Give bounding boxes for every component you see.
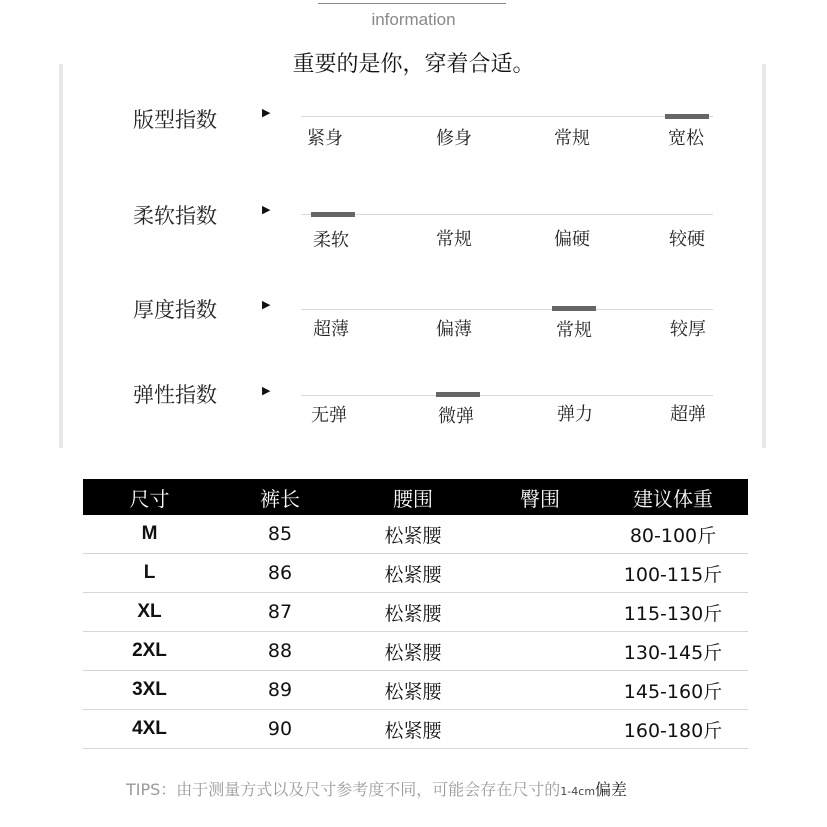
index-label: 版型指数 (133, 108, 217, 132)
selected-marker (311, 212, 355, 217)
option-label: 弹力 (557, 404, 593, 425)
tips-note (126, 777, 627, 800)
waist-cell: 松紧腰 (344, 671, 482, 710)
scale-line (301, 395, 713, 396)
option-label: 较厚 (670, 319, 706, 340)
header-weight: 建议体重 (598, 479, 748, 515)
left-frame-bar (59, 64, 63, 448)
option-label: 修身 (436, 128, 472, 149)
weight-cell: 130-145斤 (598, 632, 748, 671)
length-cell: 86 (216, 554, 344, 593)
index-label: 弹性指数 (133, 383, 217, 407)
size-cell: M (83, 515, 216, 554)
index-label: 厚度指数 (133, 298, 217, 322)
page-headline: 重要的是你，穿着合适。 (292, 52, 535, 77)
hip-cell (482, 515, 598, 554)
scale-line (301, 116, 713, 117)
hip-cell (482, 632, 598, 671)
option-label: 常规 (556, 320, 592, 341)
selected-marker (436, 392, 480, 397)
option-label: 微弹 (438, 406, 474, 427)
option-label: 偏硬 (554, 229, 590, 250)
header-hip: 臀围 (482, 479, 598, 515)
arrow-right-icon: ▶ (262, 298, 271, 311)
table-row (83, 515, 748, 554)
arrow-right-icon: ▶ (262, 384, 271, 397)
option-label: 无弹 (311, 405, 347, 426)
length-cell: 87 (216, 593, 344, 632)
length-cell: 88 (216, 632, 344, 671)
length-cell: 89 (216, 671, 344, 710)
option-label: 宽松 (668, 128, 704, 149)
option-label: 常规 (554, 128, 590, 149)
waist-cell: 松紧腰 (344, 515, 482, 554)
table-header-row (83, 479, 748, 515)
size-cell: 2XL (83, 632, 216, 671)
size-table (83, 479, 748, 749)
arrow-right-icon: ▶ (262, 203, 271, 216)
option-label: 常规 (436, 229, 472, 250)
option-label: 超薄 (313, 319, 349, 340)
table-row (83, 632, 748, 671)
table-row (83, 554, 748, 593)
waist-cell: 松紧腰 (344, 554, 482, 593)
size-cell: 3XL (83, 671, 216, 710)
weight-cell: 115-130斤 (598, 593, 748, 632)
hip-cell (482, 554, 598, 593)
scale-line (301, 214, 713, 215)
table-row (83, 593, 748, 632)
waist-cell: 松紧腰 (344, 710, 482, 749)
weight-cell: 100-115斤 (598, 554, 748, 593)
size-cell: XL (83, 593, 216, 632)
waist-cell: 松紧腰 (344, 593, 482, 632)
info-label: information (371, 10, 456, 29)
hip-cell (482, 710, 598, 749)
option-label: 柔软 (313, 230, 349, 251)
hip-cell (482, 593, 598, 632)
option-label: 较硬 (669, 229, 705, 250)
option-label: 超弹 (670, 404, 706, 425)
size-cell: 4XL (83, 710, 216, 749)
header-waist: 腰围 (344, 479, 482, 515)
table-row (83, 671, 748, 710)
weight-cell: 80-100斤 (598, 515, 748, 554)
option-label: 紧身 (307, 128, 343, 149)
tips-range: 1-4cm (560, 785, 596, 798)
length-cell: 90 (216, 710, 344, 749)
length-cell: 85 (216, 515, 344, 554)
index-label: 柔软指数 (133, 204, 217, 228)
header-size: 尺寸 (83, 479, 216, 515)
weight-cell: 145-160斤 (598, 671, 748, 710)
table-row (83, 710, 748, 749)
arrow-right-icon: ▶ (262, 106, 271, 119)
top-divider (318, 3, 506, 4)
weight-cell: 160-180斤 (598, 710, 748, 749)
selected-marker (665, 114, 709, 119)
tips-prefix: TIPS：由于测量方式以及尺寸参考度不同，可能会存在尺寸的 (126, 780, 561, 799)
selected-marker (552, 306, 596, 311)
size-cell: L (83, 554, 216, 593)
waist-cell: 松紧腰 (344, 632, 482, 671)
right-frame-bar (762, 64, 766, 448)
hip-cell (482, 671, 598, 710)
option-label: 偏薄 (436, 319, 472, 340)
scale-line (301, 309, 713, 310)
tips-suffix: 偏差 (595, 780, 628, 799)
header-length: 裤长 (216, 479, 344, 515)
